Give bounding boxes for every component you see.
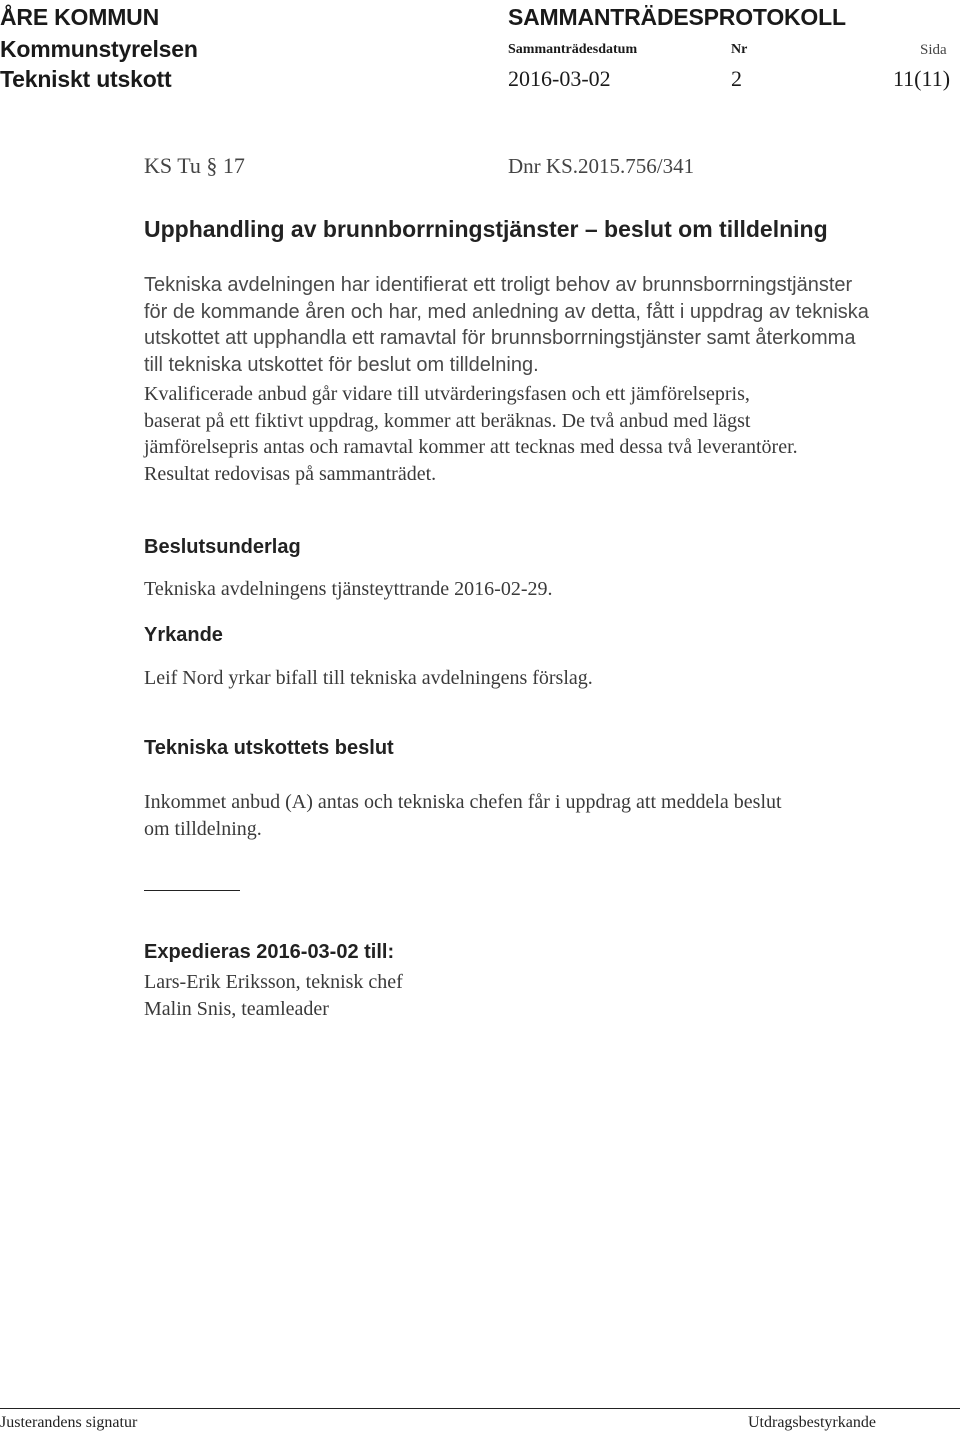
process-line: baserat på ett fiktivt uppdrag, kommer att beräknas. De två anbud med lägst	[144, 409, 751, 432]
beslut-line: Inkommet anbud (A) antas och tekniska chefen får i uppdrag att meddela beslut	[144, 791, 782, 813]
yrkande-text: Leif Nord yrkar bifall till tekniska avdelningens förslag.	[144, 667, 593, 689]
footer-signature-label: Justerandens signatur	[0, 1414, 138, 1431]
meeting-date: 2016-03-02	[508, 66, 611, 91]
beslut-paragraph	[144, 789, 924, 842]
intro-line: utskottet att upphandla ett ramavtal för brunnsborrningstjänster samt återkomma	[144, 327, 856, 349]
footer-attestation-label: Utdragsbestyrkande	[748, 1414, 876, 1431]
beslut-heading: Tekniska utskottets beslut	[144, 737, 394, 759]
nr-label: Nr	[731, 42, 748, 57]
page-title: Upphandling av brunnborrningstjänster – beslut om tilldelning	[144, 216, 828, 242]
document-type: SAMMANTRÄDESPROTOKOLL	[508, 4, 846, 30]
page-number: 11(11)	[893, 66, 951, 91]
beslut-line: om tilldelning.	[144, 817, 262, 840]
recipients-list	[144, 969, 924, 1022]
process-line: jämförelsepris antas och ramavtal kommer att tecknas med dessa två leverantörer.	[144, 436, 798, 458]
case-dnr: Dnr KS.2015.756/341	[508, 154, 695, 178]
intro-line: till tekniska utskottet för beslut om tilldelning.	[144, 353, 539, 376]
page-label: Sida	[920, 42, 947, 58]
recipient: Malin Snis, teamleader	[144, 997, 329, 1020]
date-label: Sammanträdesdatum	[508, 42, 638, 57]
meeting-number: 2	[731, 66, 742, 91]
expedieras-heading: Expedieras 2016-03-02 till:	[144, 941, 395, 963]
intro-line: för de kommande åren och har, med anledning av detta, fått i uppdrag av tekniska	[144, 300, 869, 323]
case-reference: KS Tu § 17	[144, 153, 245, 178]
org-name: ÅRE KOMMUN	[0, 4, 159, 30]
body-name: Kommunstyrelsen	[0, 36, 198, 62]
intro-line: Tekniska avdelningen har identifierat ett troligt behov av brunnsborrningstjänster	[144, 274, 853, 296]
process-line: Resultat redovisas på sammanträdet.	[144, 462, 437, 485]
committee-name: Tekniskt utskott	[0, 66, 172, 92]
footer-rule	[0, 1408, 960, 1409]
intro-paragraph	[144, 272, 924, 378]
beslutsunderlag-text: Tekniska avdelningens tjänsteyttrande 2016-02-29.	[144, 578, 553, 600]
beslutsunderlag-heading: Beslutsunderlag	[144, 536, 301, 558]
recipient: Lars-Erik Eriksson, teknisk chef	[144, 971, 403, 993]
yrkande-heading: Yrkande	[144, 624, 223, 646]
section-divider	[144, 890, 240, 891]
process-line: Kvalificerade anbud går vidare till utvärderingsfasen och ett jämförelsepris,	[144, 383, 750, 405]
process-paragraph	[144, 381, 924, 487]
